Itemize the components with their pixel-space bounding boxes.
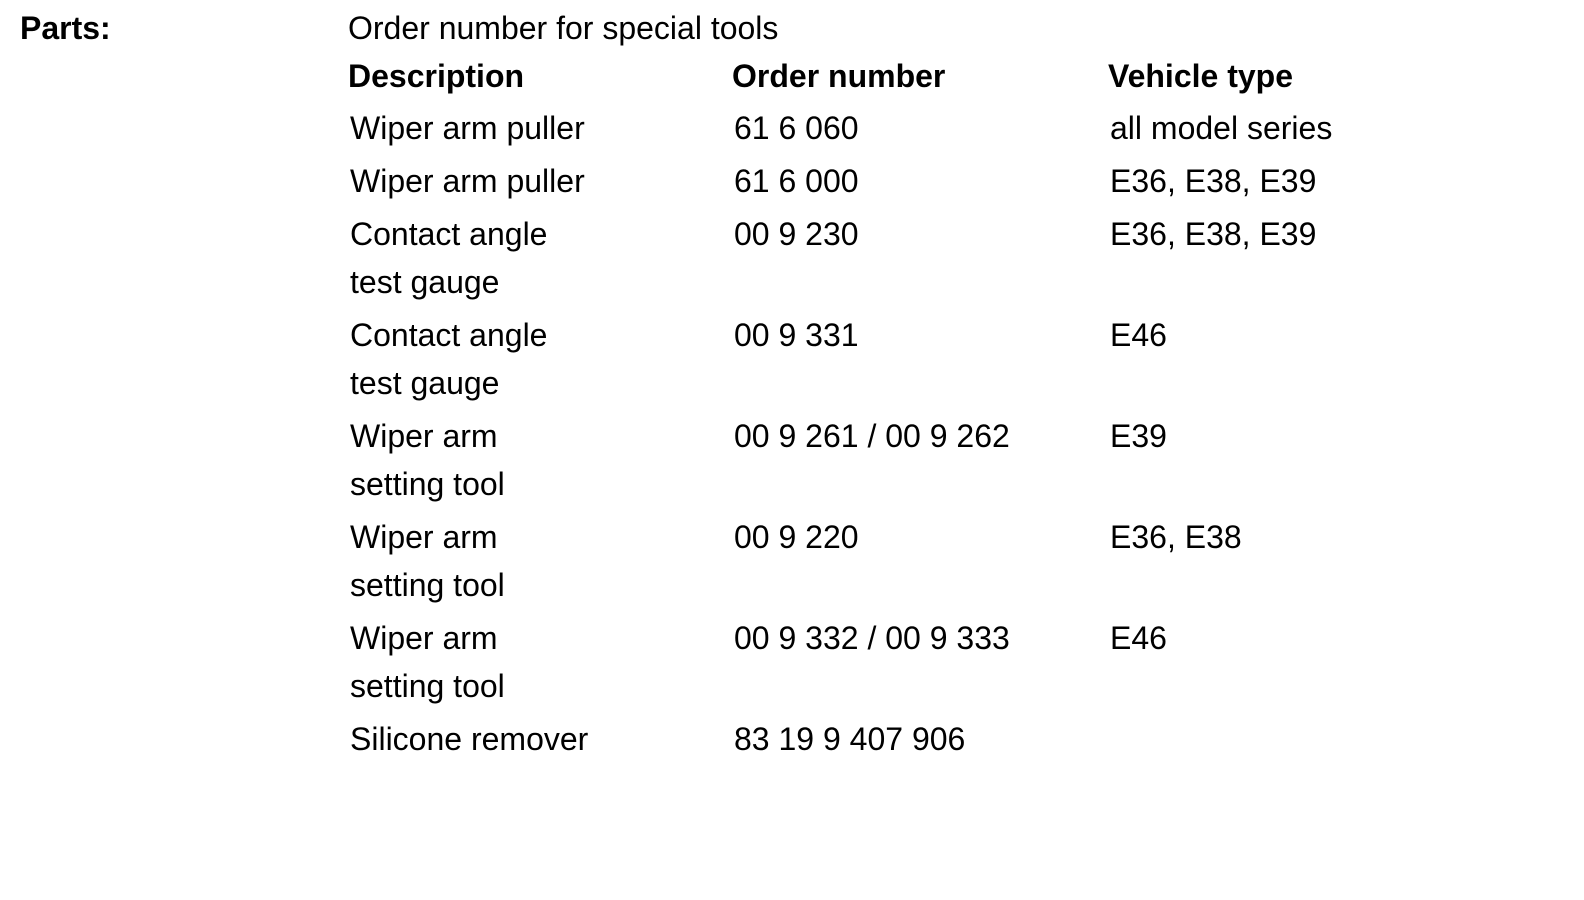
- tool-order-number: 00 9 220: [734, 519, 859, 555]
- table-row: [350, 104, 1550, 152]
- tool-order-number: 61 6 060: [734, 110, 859, 146]
- table-row: [350, 412, 1550, 508]
- tool-description: Wiper arm setting tool: [350, 418, 505, 502]
- column-header-description: Description: [348, 58, 525, 94]
- tool-vehicle-type: E36, E38: [1110, 519, 1242, 555]
- tool-description: Wiper arm setting tool: [350, 519, 505, 603]
- tool-vehicle-type: E39: [1110, 418, 1167, 454]
- column-header-order-number: Order number: [732, 58, 946, 94]
- tool-vehicle-type: E46: [1110, 317, 1167, 353]
- table-row: [350, 210, 1550, 306]
- tool-description: Wiper arm puller: [350, 163, 585, 199]
- section-label-parts: Parts:: [20, 10, 111, 46]
- tool-description: Contact angle test gauge: [350, 216, 548, 300]
- tool-order-number: 00 9 230: [734, 216, 859, 252]
- table-row: [350, 311, 1550, 407]
- tool-order-number: 00 9 331: [734, 317, 859, 353]
- tool-description: Contact angle test gauge: [350, 317, 548, 401]
- table-row: [350, 513, 1550, 609]
- table-row: [350, 715, 1550, 763]
- tool-order-number: 83 19 9 407 906: [734, 721, 966, 757]
- tool-order-number: 00 9 332 / 00 9 333: [734, 620, 1010, 656]
- tool-description: Wiper arm setting tool: [350, 620, 505, 704]
- special-tools-table: [350, 104, 1550, 768]
- tool-order-number: 00 9 261 / 00 9 262: [734, 418, 1010, 454]
- table-row: [350, 157, 1550, 205]
- table-header: [348, 56, 1548, 96]
- tool-vehicle-type: E36, E38, E39: [1110, 163, 1317, 199]
- tool-vehicle-type: E36, E38, E39: [1110, 216, 1317, 252]
- column-header-vehicle-type: Vehicle type: [1108, 58, 1293, 94]
- tool-order-number: 61 6 000: [734, 163, 859, 199]
- tool-vehicle-type: all model series: [1110, 110, 1333, 146]
- special-tools-intro: Order number for special tools: [348, 10, 779, 46]
- tool-description: Silicone remover: [350, 721, 589, 757]
- tool-description: Wiper arm puller: [350, 110, 585, 146]
- table-row: [350, 614, 1550, 710]
- tool-vehicle-type: E46: [1110, 620, 1167, 656]
